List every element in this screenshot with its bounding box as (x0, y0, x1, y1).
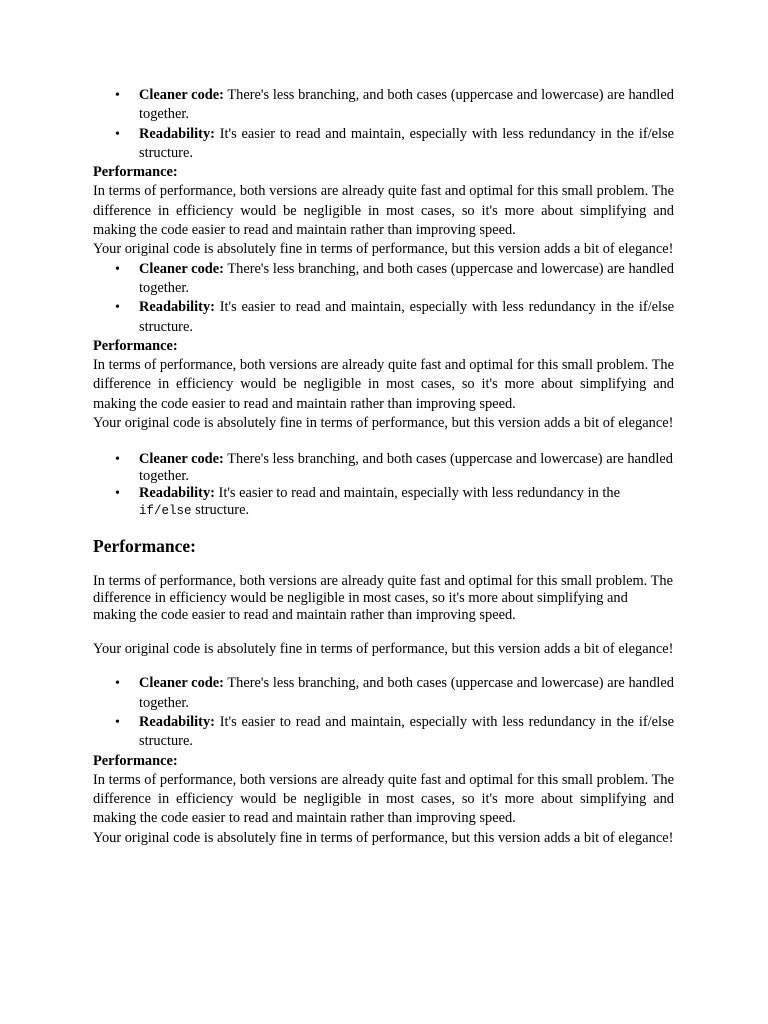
section-heading: Performance: (93, 164, 178, 181)
paragraph: In terms of performance, both versions are already quite fast and optimal for this small problem. The difference in efficiency would be negligible in most cases, so it's more about simplifying and making the code easier to read and maintain rather than improving speed. (93, 573, 673, 624)
item-text: It's easier to read and maintain, especially with less redundancy in the if/else structure. (139, 713, 674, 750)
paragraph: Your original code is absolutely fine in terms of performance, but this version adds a bit of elegance! (93, 415, 674, 432)
item-term: Readability: (139, 485, 215, 502)
item-text: There's less branching, and both cases (uppercase and lowercase) are handled together. (139, 451, 673, 485)
paragraph: In terms of performance, both versions are already quite fast and optimal for this small problem. The difference in efficiency would be negligible in most cases, so it's more about simplifying and making the code easier to read and maintain rather than improving speed. (93, 771, 674, 827)
list-item (139, 125, 674, 164)
list-item (139, 260, 674, 299)
item-term: Readability: (139, 299, 215, 316)
section-heading: Performance: (93, 337, 178, 354)
item-text: It's easier to read and maintain, especially with less redundancy in the if/else structure. (139, 125, 674, 161)
item-text: There's less branching, and both cases (uppercase and lowercase) are handled together. (139, 87, 675, 123)
item-term: Cleaner code: (139, 675, 224, 692)
item-text-tail: structure. (191, 502, 250, 519)
bullet-list (93, 674, 674, 751)
section-heading: Performance: (93, 752, 178, 769)
section-1 (93, 86, 674, 260)
bullet-list (93, 260, 674, 337)
bullet-list (93, 451, 674, 520)
section-4 (93, 674, 674, 848)
list-item (139, 451, 674, 485)
item-text: There's less branching, and both cases (uppercase and lowercase) are handled together. (139, 260, 675, 296)
section-2 (93, 260, 674, 434)
item-term: Readability: (139, 713, 215, 730)
section-heading: Performance: (93, 536, 196, 557)
item-term: Cleaner code: (139, 87, 224, 103)
item-text: There's less branching, and both cases (uppercase and lowercase) are handled together. (139, 675, 675, 711)
paragraph: Your original code is absolutely fine in terms of performance, but this version adds a bit of elegance! (93, 641, 674, 658)
inline-code: if/else (139, 504, 192, 519)
item-text: It's easier to read and maintain, especially with less redundancy in the (214, 485, 620, 502)
list-item (139, 485, 674, 520)
list-item (139, 713, 674, 752)
paragraph: Your original code is absolutely fine in terms of performance, but this version adds a bit of elegance! (93, 241, 674, 258)
document-page (93, 86, 674, 848)
item-term: Cleaner code: (139, 260, 224, 277)
paragraph: Your original code is absolutely fine in terms of performance, but this version adds a bit of elegance! (93, 829, 674, 846)
paragraph: In terms of performance, both versions are already quite fast and optimal for this small problem. The difference in efficiency would be negligible in most cases, so it's more about simplifying and making the code easier to read and maintain rather than improving speed. (93, 183, 674, 239)
item-text: It's easier to read and maintain, especially with less redundancy in the if/else structure. (139, 299, 674, 335)
list-item (139, 298, 674, 337)
item-term: Cleaner code: (139, 451, 224, 468)
list-item (139, 674, 674, 713)
list-item (139, 86, 674, 125)
bullet-list (93, 86, 674, 163)
paragraph: In terms of performance, both versions are already quite fast and optimal for this small problem. The difference in efficiency would be negligible in most cases, so it's more about simplifying and making the code easier to read and maintain rather than improving speed. (93, 357, 674, 412)
item-term: Readability: (139, 125, 215, 142)
section-3 (93, 451, 674, 658)
